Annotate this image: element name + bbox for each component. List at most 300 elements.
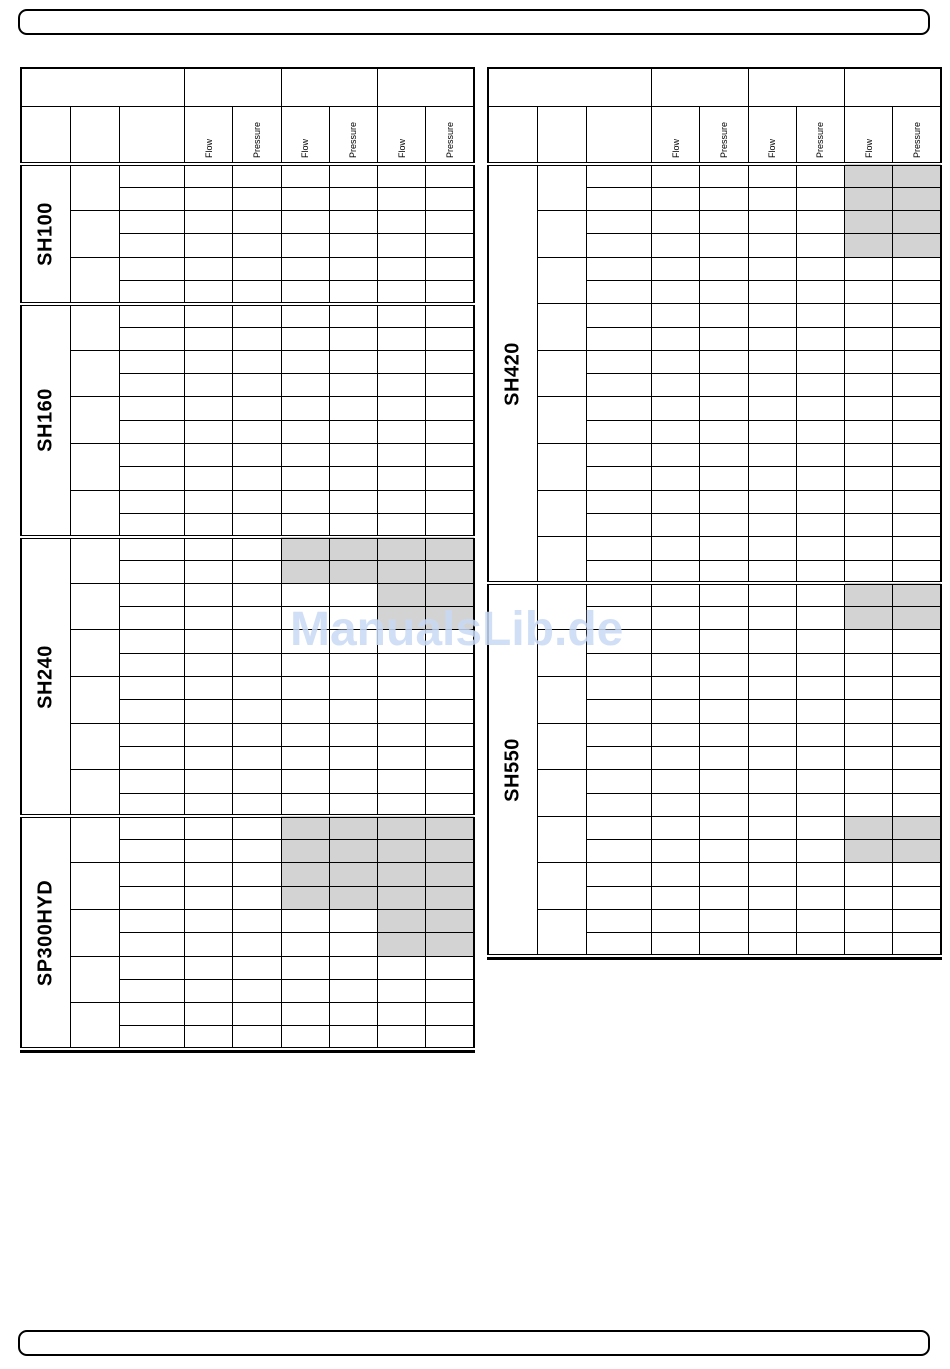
table-cell (281, 979, 329, 1002)
table-cell (845, 187, 893, 210)
table-cell (378, 234, 426, 257)
table-cell (845, 537, 893, 560)
table-row (21, 956, 474, 979)
table-cell (426, 420, 474, 443)
table-cell (748, 537, 796, 560)
header-pressure-cell (329, 106, 377, 164)
table-cell (748, 700, 796, 723)
table-cell (185, 444, 233, 467)
table-cell (281, 537, 329, 560)
table-cell (281, 467, 329, 490)
table-cell (281, 630, 329, 653)
sub-group-cell (70, 490, 119, 537)
table-cell (796, 537, 844, 560)
table-cell (700, 910, 748, 933)
table-cell (233, 420, 281, 443)
table-cell (893, 700, 941, 723)
table-cell (845, 677, 893, 700)
table-cell (652, 840, 700, 863)
table-cell (185, 1026, 233, 1049)
table-cell (586, 886, 651, 909)
table-cell (119, 537, 184, 560)
table-cell (796, 723, 844, 746)
table-cell (119, 187, 184, 210)
header-flow-cell (281, 106, 329, 164)
table-row (488, 723, 941, 746)
table-cell (119, 956, 184, 979)
table-cell (329, 956, 377, 979)
watermark: ManualsLib.de (290, 603, 624, 656)
table-cell (185, 420, 233, 443)
header-cell (537, 106, 586, 164)
table-cell (426, 537, 474, 560)
table-cell (233, 863, 281, 886)
table-cell (119, 374, 184, 397)
table-cell (233, 350, 281, 373)
table-cell (329, 187, 377, 210)
table-cell (845, 840, 893, 863)
table-cell (119, 560, 184, 583)
table-cell (233, 956, 281, 979)
table-cell (281, 700, 329, 723)
table-cell (185, 257, 233, 280)
header-group-cell (652, 68, 748, 106)
table-cell (233, 770, 281, 793)
table-cell (426, 350, 474, 373)
table-cell (378, 723, 426, 746)
header-pressure-cell (426, 106, 474, 164)
table-cell (748, 723, 796, 746)
table-cell (378, 350, 426, 373)
table-cell (119, 979, 184, 1002)
table-cell (700, 211, 748, 234)
table-cell (233, 630, 281, 653)
table-cell (652, 257, 700, 280)
table-cell (329, 257, 377, 280)
table-cell (893, 444, 941, 467)
table-cell (281, 770, 329, 793)
table-cell (796, 444, 844, 467)
table-cell (378, 746, 426, 769)
table-cell (700, 677, 748, 700)
table-cell (700, 723, 748, 746)
table-cell (748, 513, 796, 536)
sub-group-cell (70, 257, 119, 304)
table-row (21, 304, 474, 327)
page-header-bar (18, 9, 930, 35)
table-cell (845, 583, 893, 606)
table-cell (652, 211, 700, 234)
sub-group-cell (70, 1003, 119, 1050)
header-label: Flow (767, 138, 778, 158)
table-row (488, 490, 941, 513)
table-cell (233, 840, 281, 863)
table-cell (796, 863, 844, 886)
model-group (21, 537, 474, 817)
sub-group-cell (537, 304, 586, 351)
table-cell (426, 863, 474, 886)
table-cell (586, 257, 651, 280)
table-cell (281, 211, 329, 234)
sub-group-cell (537, 350, 586, 397)
table-cell (378, 164, 426, 187)
table-cell (233, 886, 281, 909)
table-cell (796, 933, 844, 956)
table-cell (281, 793, 329, 816)
table-cell (233, 746, 281, 769)
table-cell (233, 211, 281, 234)
table-cell (185, 653, 233, 676)
sub-group-cell (537, 211, 586, 258)
header-pressure-cell (700, 106, 748, 164)
table-cell (281, 816, 329, 839)
table-cell (426, 933, 474, 956)
table-cell (185, 304, 233, 327)
table-cell (119, 910, 184, 933)
table-cell (185, 816, 233, 839)
table-row (488, 537, 941, 560)
table-cell (845, 910, 893, 933)
table-cell (796, 770, 844, 793)
table-cell (185, 630, 233, 653)
table-row (488, 211, 941, 234)
table-cell (748, 350, 796, 373)
table-row (488, 863, 941, 886)
table-cell (233, 979, 281, 1002)
table-cell (329, 467, 377, 490)
header-label: Flow (300, 138, 311, 158)
table-cell (893, 723, 941, 746)
table-cell (845, 350, 893, 373)
table-cell (845, 723, 893, 746)
table-cell (796, 397, 844, 420)
header-label: Pressure (444, 121, 455, 158)
table-cell (185, 723, 233, 746)
table-cell (748, 211, 796, 234)
table-cell (748, 910, 796, 933)
table-cell (185, 956, 233, 979)
table-cell (185, 933, 233, 956)
table-cell (652, 513, 700, 536)
table-cell (378, 490, 426, 513)
table-cell (281, 560, 329, 583)
model-name: SH550 (501, 737, 524, 802)
table-cell (586, 770, 651, 793)
table-cell (586, 280, 651, 303)
table-row (21, 910, 474, 933)
table-cell (378, 886, 426, 909)
table-row (21, 350, 474, 373)
table-cell (796, 327, 844, 350)
table-cell (748, 933, 796, 956)
table-cell (700, 630, 748, 653)
table-cell (378, 304, 426, 327)
table-cell (586, 840, 651, 863)
table-cell (426, 1026, 474, 1049)
table-cell (700, 653, 748, 676)
table-cell (586, 677, 651, 700)
table-cell (233, 723, 281, 746)
table-cell (329, 840, 377, 863)
table-cell (893, 187, 941, 210)
sub-group-cell (70, 444, 119, 491)
table-cell (281, 280, 329, 303)
table-cell (329, 770, 377, 793)
table-cell (329, 304, 377, 327)
table-cell (119, 793, 184, 816)
table-cell (119, 420, 184, 443)
header-flow-cell (652, 106, 700, 164)
table-cell (329, 537, 377, 560)
table-cell (845, 234, 893, 257)
model-name: SH100 (34, 202, 57, 266)
table-cell (893, 374, 941, 397)
table-cell (378, 910, 426, 933)
table-cell (700, 374, 748, 397)
table-cell (796, 886, 844, 909)
table-cell (748, 583, 796, 606)
table-cell (796, 746, 844, 769)
table-cell (329, 327, 377, 350)
table-cell (700, 933, 748, 956)
table-cell (652, 444, 700, 467)
table-cell (700, 770, 748, 793)
table-cell (748, 234, 796, 257)
table-cell (796, 677, 844, 700)
table-cell (426, 164, 474, 187)
table-cell (700, 513, 748, 536)
table-cell (185, 374, 233, 397)
table-row (488, 397, 941, 420)
table-cell (796, 816, 844, 839)
table-row (21, 537, 474, 560)
table-cell (185, 793, 233, 816)
table-cell (586, 537, 651, 560)
table-cell (748, 793, 796, 816)
sub-group-cell (70, 630, 119, 677)
sub-group-cell (70, 211, 119, 258)
table-cell (378, 513, 426, 536)
table-cell (185, 327, 233, 350)
table-cell (748, 164, 796, 187)
table-cell (586, 327, 651, 350)
table-cell (426, 304, 474, 327)
model-name: SP300HYD (34, 879, 57, 986)
table-cell (652, 677, 700, 700)
table-cell (185, 770, 233, 793)
table-cell (378, 397, 426, 420)
table-cell (119, 350, 184, 373)
table-cell (586, 560, 651, 583)
table-cell (378, 700, 426, 723)
sub-group-cell (537, 397, 586, 444)
table-cell (119, 933, 184, 956)
table-cell (700, 350, 748, 373)
table-cell (119, 490, 184, 513)
table-cell (796, 257, 844, 280)
table-cell (119, 746, 184, 769)
table-cell (233, 327, 281, 350)
table-cell (700, 397, 748, 420)
table-cell (329, 211, 377, 234)
table-cell (378, 211, 426, 234)
table-cell (700, 444, 748, 467)
table-cell (119, 164, 184, 187)
table-cell (426, 257, 474, 280)
table-cell (426, 211, 474, 234)
table-cell (281, 886, 329, 909)
table-cell (281, 653, 329, 676)
model-group (488, 164, 941, 583)
table-cell (748, 304, 796, 327)
table-cell (119, 304, 184, 327)
table-cell (281, 257, 329, 280)
table-cell (426, 840, 474, 863)
table-cell (185, 350, 233, 373)
model-name-cell (488, 583, 537, 956)
table-cell (378, 677, 426, 700)
table-cell (796, 304, 844, 327)
table-cell (281, 234, 329, 257)
table-cell (378, 933, 426, 956)
table-cell (329, 677, 377, 700)
page-footer-bar (18, 1330, 930, 1356)
table-row (488, 350, 941, 373)
table-cell (233, 793, 281, 816)
table-cell (426, 793, 474, 816)
table-cell (586, 700, 651, 723)
table-cell (652, 746, 700, 769)
table-cell (378, 280, 426, 303)
table-cell (796, 840, 844, 863)
table-cell (893, 164, 941, 187)
table-cell (378, 979, 426, 1002)
table-cell (893, 420, 941, 443)
table-cell (652, 910, 700, 933)
table-cell (652, 583, 700, 606)
table-cell (119, 607, 184, 630)
sub-group-cell (70, 910, 119, 957)
table-cell (119, 327, 184, 350)
table-cell (378, 467, 426, 490)
header-cell (586, 106, 651, 164)
table-cell (119, 816, 184, 839)
table-cell (796, 583, 844, 606)
sub-group-cell (70, 164, 119, 211)
table-cell (796, 350, 844, 373)
table-cell (700, 164, 748, 187)
sub-group-cell (537, 257, 586, 304)
table-cell (700, 280, 748, 303)
table-cell (329, 910, 377, 933)
table-cell (233, 1026, 281, 1049)
table-cell (845, 700, 893, 723)
table-cell (700, 816, 748, 839)
table-cell (796, 374, 844, 397)
table-cell (426, 700, 474, 723)
table-cell (700, 327, 748, 350)
table-cell (796, 607, 844, 630)
table-cell (281, 863, 329, 886)
table-cell (845, 607, 893, 630)
table-cell (233, 397, 281, 420)
table-cell (586, 374, 651, 397)
table-cell (329, 630, 377, 653)
table-cell (586, 723, 651, 746)
header-group-cell (748, 68, 844, 106)
table-cell (748, 420, 796, 443)
table-cell (700, 537, 748, 560)
table-cell (586, 653, 651, 676)
table-cell (426, 956, 474, 979)
table-cell (378, 1003, 426, 1026)
table-cell (748, 397, 796, 420)
table-cell (281, 327, 329, 350)
model-group (21, 304, 474, 537)
table-cell (281, 420, 329, 443)
table-cell (748, 257, 796, 280)
table-cell (119, 467, 184, 490)
table-cell (329, 560, 377, 583)
table-cell (426, 280, 474, 303)
table-cell (329, 444, 377, 467)
table-cell (845, 653, 893, 676)
table-cell (378, 840, 426, 863)
table-cell (652, 467, 700, 490)
table-cell (652, 350, 700, 373)
table-cell (233, 280, 281, 303)
header-row-top (488, 68, 941, 106)
model-group (21, 816, 474, 1049)
table-cell (586, 187, 651, 210)
table-row (21, 164, 474, 187)
table-cell (426, 467, 474, 490)
table-cell (652, 374, 700, 397)
header-group-cell (281, 68, 377, 106)
table-cell (845, 863, 893, 886)
header-row-top (21, 68, 474, 106)
table-cell (426, 560, 474, 583)
table-cell (119, 1003, 184, 1026)
table-cell (185, 863, 233, 886)
table-cell (119, 700, 184, 723)
table-cell (652, 816, 700, 839)
table-cell (378, 583, 426, 606)
table-cell (426, 583, 474, 606)
header-group-cell (378, 68, 475, 106)
table-cell (893, 863, 941, 886)
table-cell (652, 420, 700, 443)
table-cell (845, 327, 893, 350)
table-cell (586, 583, 651, 606)
table-cell (426, 630, 474, 653)
table-cell (281, 513, 329, 536)
table-cell (426, 187, 474, 210)
header-label: Flow (863, 138, 874, 158)
model-name-cell (21, 164, 70, 304)
table-cell (281, 374, 329, 397)
header-cell (21, 106, 70, 164)
table-cell (796, 420, 844, 443)
header-group-cell (845, 68, 942, 106)
table-cell (700, 257, 748, 280)
table-cell (233, 444, 281, 467)
sub-group-cell (537, 444, 586, 491)
table-cell (652, 164, 700, 187)
table-cell (233, 560, 281, 583)
table-cell (748, 280, 796, 303)
table-cell (281, 397, 329, 420)
